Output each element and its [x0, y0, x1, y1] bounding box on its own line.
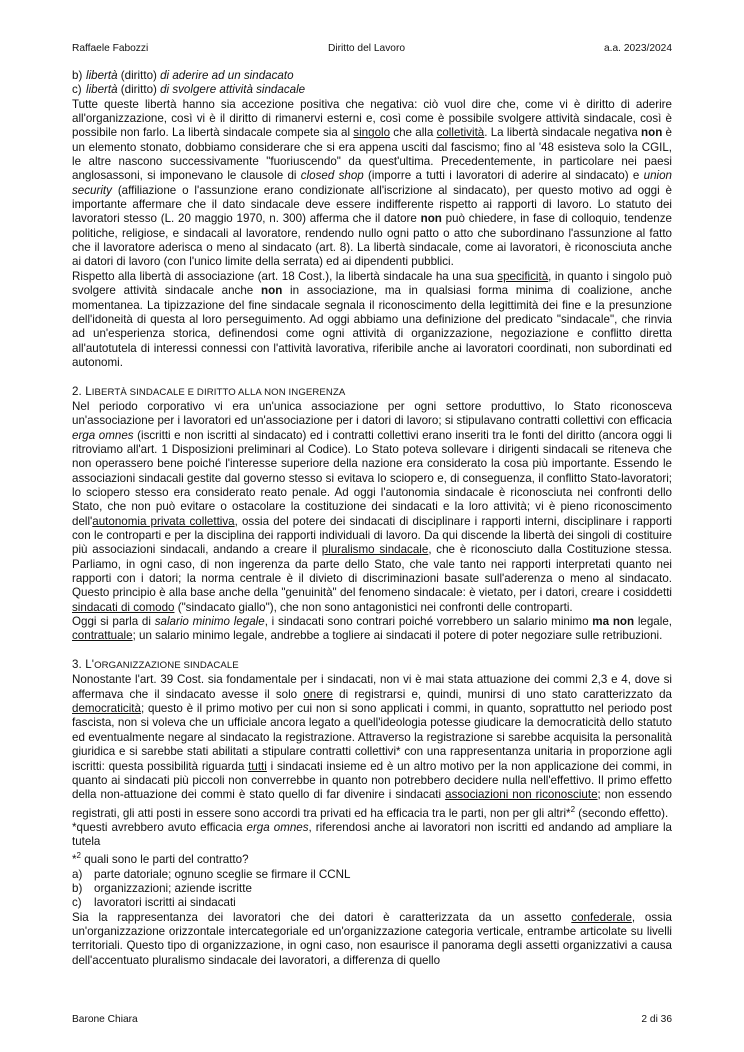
list-item-c: c) libertà (diritto) di svolgere attività sindacale — [72, 83, 306, 97]
paragraph-art-39: Nonostante l'art. 39 Cost. sia fondamentale per i sindacati, non vi è mai stata attuazione dei commi 2,3 e 4, dove si affermava che il sindacato avesse il solo onere di registrarsi e, quindi, munirsi di uno stato caratterizzato da democraticità; questo è il primo motivo per cui non si sono applicati i commi, in quanto, soprattutto nel periodo post fascista, non si voleva che un ufficiale ancora legato a quell'ideologia potesse giudicare la democraticità dello statuto ed eventualmente negare al sindacato la registrazione. Attraverso la registrazione si sarebbe acquisita la personalità giuridica e si sarebbe stati abilitati a stipulare contratti collettivi* con una rappresentanza unitaria in proporzione agli iscritti: questa possibilità riguarda tutti i sindacati insieme ed è un altro motivo per la non applicazione dei commi, in quanto ai sindacati più piccoli non converrebbe in quanto non potrebbero decidere nulla nell'effettivo. Il primo effetto della non-attuazione dei commi è stato quello di far divenire i sindacati associazioni non riconosciute; non essendo registrati, gli atti posti in essere sono accordi tra privati ed ha efficacia tra le parti, non per gli altri*$^2$ (secondo effetto). — [72, 673, 672, 820]
page-header — [72, 42, 672, 56]
paragraph-periodo-corporativo: Nel periodo corporativo vi era un'unica associazione per ogni settore produttivo, lo Stato riconosceva un'associazione per i lavoratori ed un'associazione per i datori di lavoro; si stipulavano contratti collettivi con efficacia erga omnes (iscritti e non iscritti al sindacato) ed i contratti collettivi erano inseriti tra le fonti del diritto (ancora oggi li ritroviamo all'art. 1 Disposizioni preliminari al Codice). Lo Stato poteva sollevare i dirigenti sindacali se riteneva che non operassero bene poiché l'interesse superiore della nazione era considerato la cosa più importante. Essendo le associazioni sindacali gestite dal governo stesso si evitava lo sciopero e, di conseguenza, il conflitto Stato-lavoratori; lo sciopero stesso era considerato reato penale. Ad oggi l'autonomia sindacale è riconosciuta nei confronti dello Stato, che non può evitare o ostacolare la costituzione dei sindacati e la loro attività; vi è pieno riconoscimento dell'autonomia privata collettiva, ossia del potere dei sindacati di disciplinare i rapporti interni, disciplinare i rapporti con le controparti e per la disciplina dei rapporti individuali di lavoro. Da qui discende la libertà dei singoli di costituire più associazioni sindacali, andando a creare il pluralismo sindacale, che è riconosciuto dalla Costituzione stessa. Parliamo, in ogni caso, di non ingerenza da parte dello Stato, che vale tanto nei rapporti interpretati quanto nei rapporti con i datori; la norma centrale è il divieto di discriminazioni basate sull'aderenza o meno al sindacato. Questo principio è alla base anche della "genuinità" del fenomeno sindacale: è vietato, per i datori, creare i cosiddetti sindacati di comodo ("sindacato giallo"), che non sono antagonistici nei confronti delle controparti. — [72, 399, 673, 614]
page-footer — [72, 1013, 672, 1027]
footer-student: Barone Chiara — [72, 1014, 138, 1025]
footnote-2: *$^2$ quali sono le parti del contratto? — [72, 851, 249, 867]
list-item: a) parte datoriale; ognuno sceglie se firmare il CCNL — [72, 867, 351, 881]
paragraph-specificita: Rispetto alla libertà di associazione (art. 18 Cost.), la libertà sindacale ha una sua specificità, in quanto i singolo può svolgere attività sindacale anche non in associazione, ma in qualsiasi forma minima di coalizione, anche momentanea. La tipizzazione del fine sindacale segnala il riconoscimento della legittimità dei fine e la presunzione dell'idoneità di questa al loro perseguimento. Ad oggi abbiamo una definizione del predicato "sindacale", che rinvia ad un'esperienza storica, definendosi come ogni attività di organizzazione, negoziazione e conflitto diretta all'autotutela di interessi connessi con l'attività lavorativa, riferibile anche ai lavoratori coordinati, non subordinati ed autonomi. — [72, 269, 672, 369]
watermark — [638, 620, 668, 920]
document-body — [72, 69, 672, 968]
list-item: b) organizzazioni; aziende iscritte — [72, 881, 252, 895]
paragraph-assetto-confederale: Sia la rappresentanza dei lavoratori che dei datori è caratterizzata da un assetto confederale, ossia un'organizzazione orizzontale intercategoriale ed un'organizzazione categoria verticale, entrambe articolate su livelli territoriali. Questo tipo di organizzazione, in ogni caso, non esaurisce il panorama degli assetti organizzativi a causa dell'accentuato pluralismo sindacale dei lavoratori, a differenza di quello — [72, 910, 672, 967]
header-author: Raffaele Fabozzi — [72, 43, 149, 54]
section-heading-3: 3. L'ORGANIZZAZIONE SINDACALE — [72, 658, 239, 672]
header-course: Diritto del Lavoro — [328, 43, 406, 54]
paragraph-liberta-positiva-negativa: Tutte queste libertà hanno sia accezione positiva che negativa: ciò vuol dire che, come vi è diritto di aderire all'organizzazione, così vi è il diritto di rimanervi esterni e, così come è possibile svolgere attività sindacale, così è possibile non farlo. La libertà sindacale compete sia al singolo che alla colletività. La libertà sindacale negativa non è un elemento stonato, dobbiamo considerare che si era appena usciti dal fascismo; fino al '48 esisteva solo la CGIL, le altre nascono successivamente "fuoriuscendo" da quest'ultima. Precedentemente, in particolare nei paesi anglosassoni, si imponevano le clausole di closed shop (imporre a tutti i lavoratori di aderire al sindacato) e union security (affiliazione o l'assunzione erano condizionate all'iscrizione al sindacato), per questo motivo ad oggi è importante affermare che il dato sindacale deve essere indifferente rispetto ai rapporti di lavoro. Lo statuto dei lavoratori stesso (L. 20 maggio 1970, n. 300) afferma che il datore non può chiedere, in fase di colloquio, tendenze politiche, religiose, e sindacali al lavoratore, rendendo nullo ogni patto o atto che subordinano l'assunzione al fatto che il lavoratore aderisca o meno al sindacato (art. 8). La libertà sindacale, come ai lavoratori, è riconosciuta anche ai datori di lavoro (con l'unico limite della serrata) ed ai dipendenti pubblici. — [72, 97, 672, 269]
header-year: a.a. 2023/2024 — [604, 43, 672, 54]
paragraph-salario-minimo: Oggi si parla di salario minimo legale, i sindacati sono contrari poiché vorrebbero un salario minimo ma non legale, contrattuale; un salario minimo legale, andrebbe a togliere ai sindacati il potere di poter negoziare sulle retribuzioni. — [72, 615, 672, 643]
list-item-b: b) libertà (diritto) di aderire ad un sindacato — [72, 69, 294, 82]
list-item: c) lavoratori iscritti ai sindacati — [72, 896, 236, 910]
footnote-1: *questi avrebbero avuto efficacia erga omnes, riferendosi anche ai lavoratori non iscritti ed andando ad ampliare la tutela — [72, 820, 672, 849]
page-number: 2 di 36 — [641, 1014, 672, 1025]
section-heading-2: 2. LIBERTÀ SINDACALE E DIRITTO ALLA NON INGERENZA — [72, 384, 346, 398]
